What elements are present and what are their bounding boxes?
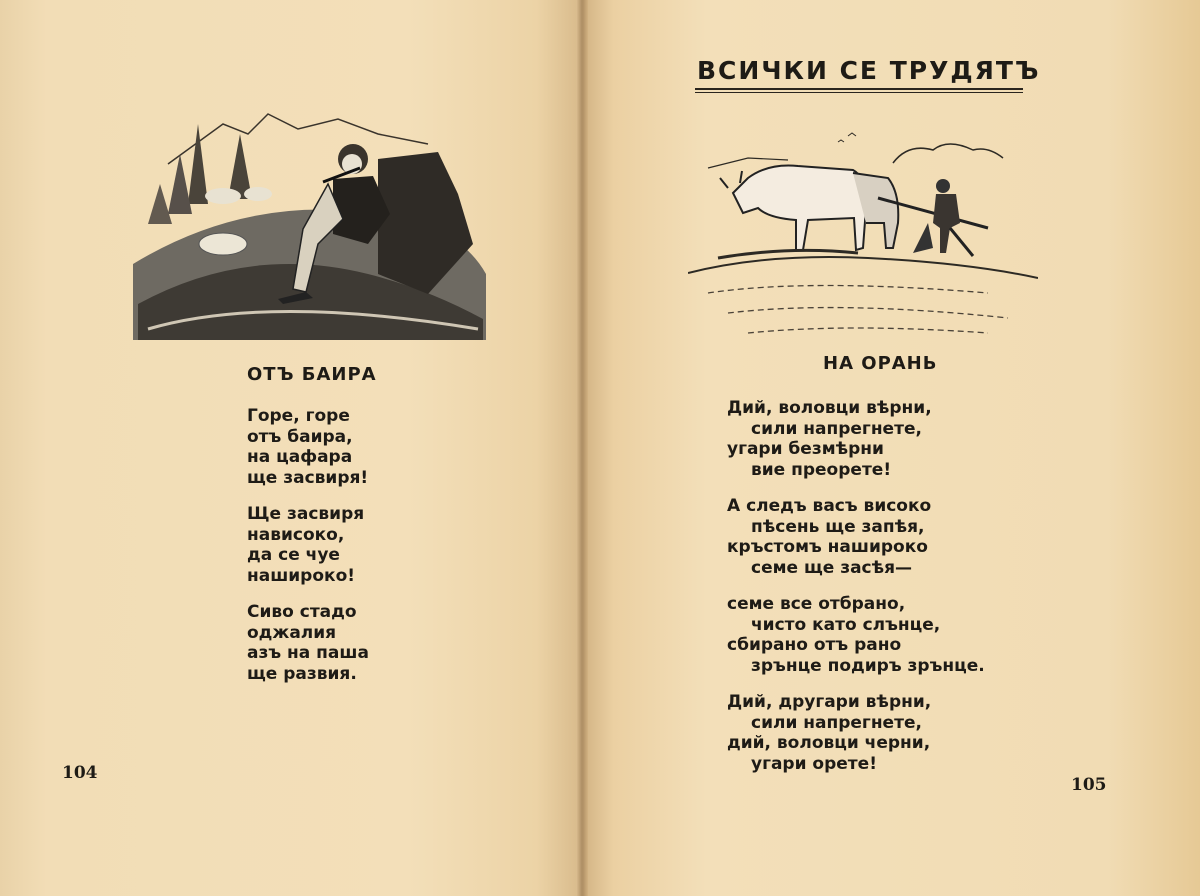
left-stanza: [247, 504, 369, 586]
left-page-number: 104: [62, 763, 98, 783]
poem-line: угари безмѣрни: [727, 439, 884, 459]
poem-line: Сиво стадо: [247, 602, 357, 622]
poem-line: Горе, горе: [247, 406, 350, 426]
poem-line: нависоко,: [247, 524, 345, 545]
poem-line: вие преорете!: [751, 459, 892, 480]
poem-line: пѣсень ще запѣя,: [751, 516, 925, 537]
left-poem-title: ОТЪ БАИРА: [247, 364, 377, 385]
right-stanza: [727, 496, 985, 578]
right-page: [583, 0, 1200, 896]
poem-line: ще развия.: [247, 663, 357, 684]
left-poem-body: [247, 406, 369, 700]
right-poem-body: [727, 398, 985, 790]
poem-line: дий, воловци черни,: [727, 733, 931, 753]
poem-line: азъ на паша: [247, 643, 369, 663]
poem-line: Дий, воловци вѣрни,: [727, 398, 932, 418]
poem-line: на цафара: [247, 447, 353, 467]
shepherd-boy-illustration: [128, 104, 488, 340]
poem-line: оджалия: [247, 622, 337, 643]
poem-line: зрънце подиръ зрънце.: [751, 655, 985, 676]
left-stanza: [247, 602, 369, 684]
poem-line: семе ще засѣя—: [751, 557, 913, 578]
poem-line: Дий, другари вѣрни,: [727, 692, 932, 712]
left-page: [0, 0, 583, 896]
section-title: ВСИЧКИ СЕ ТРУДЯТЪ: [697, 56, 1041, 85]
poem-line: нашироко!: [247, 565, 356, 586]
poem-line: ще засвиря!: [247, 467, 369, 488]
poem-line: Ще засвиря: [247, 504, 365, 524]
title-rule-thin: [695, 92, 1023, 93]
poem-line: семе все отбрано,: [727, 594, 906, 614]
poem-line: да се чуе: [247, 545, 340, 565]
poem-line: отъ баира,: [247, 426, 353, 447]
poem-line: чисто като слънце,: [751, 614, 941, 635]
right-stanza: [727, 398, 985, 480]
book-spine: [576, 0, 588, 896]
ploughing-illustration: [688, 128, 1038, 338]
poem-line: сили напрегнете,: [751, 418, 922, 439]
poem-line: кръстомъ нашироко: [727, 537, 928, 557]
poem-line: сили напрегнете,: [751, 712, 922, 733]
right-stanza: [727, 594, 985, 676]
poem-line: угари орете!: [751, 753, 877, 774]
poem-line: А следъ васъ високо: [727, 496, 932, 516]
right-page-number: 105: [1071, 775, 1107, 795]
poem-line: сбирано отъ рано: [727, 635, 902, 655]
title-rule: [695, 88, 1023, 90]
left-stanza: [247, 406, 369, 488]
right-poem-title: НА ОРАНЬ: [823, 353, 938, 374]
right-stanza: [727, 692, 985, 774]
